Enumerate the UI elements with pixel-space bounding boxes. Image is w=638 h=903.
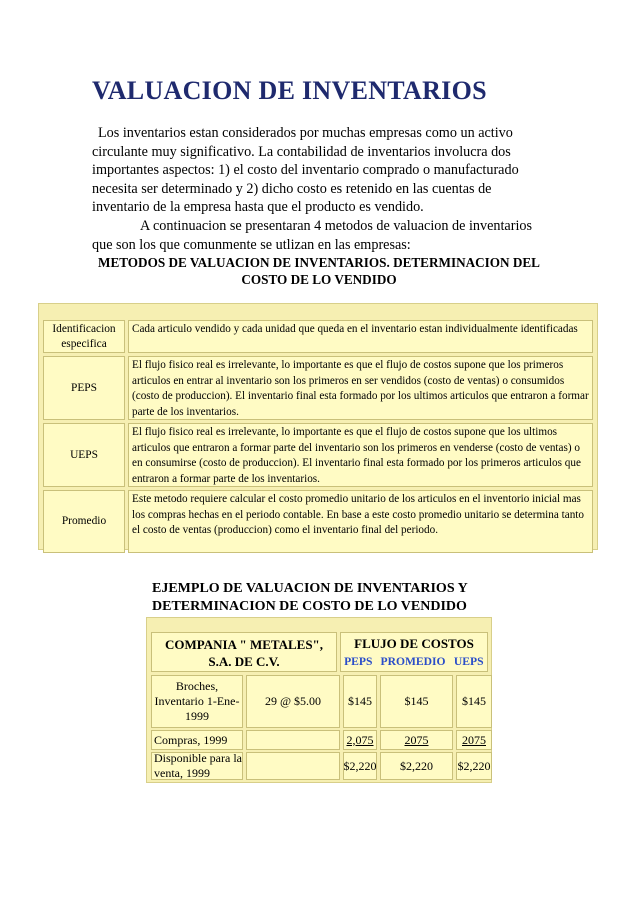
company-header: COMPANIA " METALES", S.A. DE C.V. [151, 632, 337, 672]
row-ueps: $145 [456, 675, 492, 728]
method-name: UEPS [43, 423, 125, 487]
row-label: Disponible para la venta, 1999 [151, 752, 243, 780]
table-row [151, 752, 492, 780]
page-title: VALUACION DE INVENTARIOS [92, 76, 487, 105]
method-row [43, 423, 593, 487]
method-name: Promedio [43, 490, 125, 553]
row-qty [246, 752, 340, 780]
flujo-header [340, 632, 488, 672]
example-title: EJEMPLO DE VALUACION DE INVENTARIOS Y DETERMINACION DE COSTO DE LO VENDIDO [152, 581, 468, 614]
intro-text [92, 124, 552, 254]
col-promedio: PROMEDIO [380, 655, 446, 668]
method-row [43, 356, 593, 420]
method-description: El flujo fisico real es irrelevante, lo importante es que el flujo de costos supone que los primeros articulos en entrar al inventario son los primeros en ser vendidos (costo de ventas) o consumidos (costo de produccion). El inventario final esta formado por los ultimos articulos que entraron a formar parte de los inventarios. [128, 356, 593, 420]
table-row [151, 730, 492, 750]
example-table [146, 617, 492, 783]
row-peps: $145 [343, 675, 377, 728]
flujo-columns [341, 655, 487, 668]
method-name: Identificacion especifica [43, 320, 125, 353]
intro-paragraph-2: A continuacion se presentaran 4 metodos de valuacion de inventarios que son los que comunmente se utlizan en las empresas: [92, 217, 533, 253]
col-peps: PEPS [344, 655, 373, 668]
table-row [151, 675, 492, 728]
method-description: Cada articulo vendido y cada unidad que queda en el inventario estan individualmente identificadas [128, 320, 593, 353]
row-peps: $2,220 [343, 752, 377, 780]
row-promedio: $145 [380, 675, 453, 728]
row-promedio: 2075 [380, 730, 453, 750]
methods-table [38, 303, 598, 550]
row-label: Compras, 1999 [151, 730, 243, 750]
methods-title: METODOS DE VALUACION DE INVENTARIOS. DETERMINACION DEL COSTO DE LO VENDIDO [98, 255, 540, 287]
method-description: Este metodo requiere calcular el costo promedio unitario de los articulos en el inventorio inicial mas los compras hechas en el periodo contable. En base a este costo promedio unitario se determina tanto el costo de ventas (produccion) como el inventario final del periodo. [128, 490, 593, 553]
row-qty [246, 730, 340, 750]
method-row [43, 490, 593, 553]
method-row [43, 320, 593, 353]
row-promedio: $2,220 [380, 752, 453, 780]
intro-paragraph-1: Los inventarios estan considerados por muchas empresas como un activo circulante muy significativo. La contabilidad de inventarios involucra dos importantes aspectos: 1) el costo del inventario comprado o manufacturado necesita ser determinado y 2) dicho costo es retenido en las cuentas de inventario de la empresa hasta que el producto es vendido. [92, 125, 519, 216]
row-label: Broches, Inventario 1-Ene-1999 [151, 675, 243, 728]
method-description: El flujo fisico real es irrelevante, lo importante es que el flujo de costos supone que los ultimos articulos que entraron a formar parte del inventario son los primeros en venderse (costo de ventas) o en consumirse (costo de produccion). El inventario final esta formado por los primeros articulos que entraron a formar parte de los inventarios. [128, 423, 593, 487]
row-peps: 2,075 [343, 730, 377, 750]
row-ueps: 2075 [456, 730, 492, 750]
method-name: PEPS [43, 356, 125, 420]
flujo-title: FLUJO DE COSTOS [354, 636, 474, 651]
row-ueps: $2,220 [456, 752, 492, 780]
row-qty: 29 @ $5.00 [246, 675, 340, 728]
col-ueps: UEPS [453, 655, 484, 668]
